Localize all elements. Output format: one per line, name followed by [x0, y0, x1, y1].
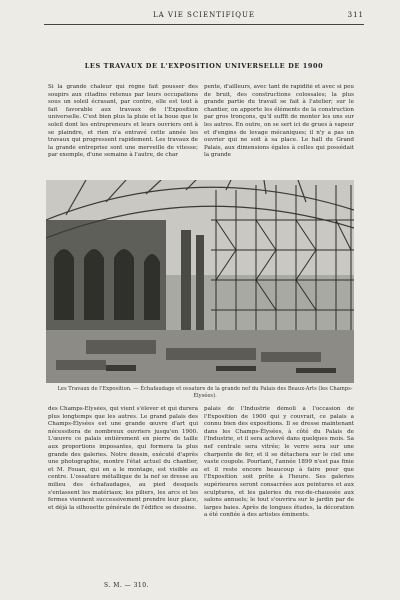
- paragraph: pente, d'ailleurs, avec tant de rapidité et avec si peu de bruit, des constructions colossales; la plus grande partie du travail se fait à l'atelier; sur le chantier, on apporte les éléments de la construction par gros tronçons, qu'il suffit de monter les uns sur les autres. En outre, on se sert ici de grues à vapeur et d'engins de levage mécaniques; il n'y a pas un ouvrier qui ne soit à sa place. Le hall du Grand Palais, aux dimensions égales à celles qui possédait la grande: [204, 84, 354, 159]
- column-right-top: [204, 84, 354, 176]
- construction-engraving: [46, 180, 354, 383]
- journal-title: LA VIE SCIENTIFIQUE: [152, 11, 256, 19]
- column-left-bottom: [48, 406, 198, 580]
- column-left-top: [48, 84, 198, 176]
- figure-caption: Les Travaux de l'Exposition. — Échafaudage et ossature de la grande nef du Palais des Beaux-Arts (les Champs-Élysées).: [57, 386, 353, 399]
- paragraph: des Champs-Élysées, qui vient s'élever et qui durera plus longtemps que les autres. Le grand palais des Champs-Élysées est une grande œuvre d'art qui nécessitera de nombreux ouvriers jusqu'en 1900. L'œuvre ce palais entièrement en pierre de taille aux proportions imposantes, qui formera la plus grande des galeries. Notre dessin, exécuté d'après une photographie, montre l'état actuel du chantier, et M. Fouan, qui en a le montage, est visible au centre. L'ossature métallique de la nef se dresse au milieu des échafaudages, au pied desquels s'entassent les matériaux; les piliers, les arcs et les fermes viennent successivement prendre leur place, et déjà la silhouette générale de l'édifice se dessine.: [48, 406, 198, 511]
- page-number: 311: [347, 11, 364, 19]
- running-header: [44, 8, 364, 25]
- paragraph: palais de l'Industrie démoli à l'occasion de l'Exposition de 1900 qui y couvrait, ce palais a connu bien des expositions. Il se dresse maintenant dans les Champs-Élysées, à côté du Palais de l'Industrie, et il sera achevé dans quelques mois. Sa nef centrale sera vitrée; le verre sera sur une charpente de fer, et il se détachera sur le ciel une vaste coupole. Pourtant, l'année 1899 n'est pas finie et il reste encore beaucoup à faire pour que l'Exposition soit prête à l'heure. Ses galeries supérieures seront consacrées aux peintures et aux sculptures, et les galeries du rez-de-chaussée aux salons annuels; le tout s'ouvrira sur le jardin par de larges baies. Après de longues études, la décoration a été confiée à des artistes éminents.: [204, 406, 354, 519]
- column-right-bottom: [204, 406, 354, 580]
- article-title: LES TRAVAUX DE L'EXPOSITION UNIVERSELLE DE 1900: [84, 62, 324, 70]
- construction-illustration: [46, 180, 354, 383]
- paragraph: Si la grande chaleur qui règne fait pousser des soupirs aux citadins retenus par leurs occupations sous un soleil écrasant, par contre, elle est tout à fait favorable aux travaux de l'Exposition universelle. C'est bien plus la pluie et la boue que le soleil dont les entrepreneurs et leurs ouvriers ont à se plaindre, et rien n'a entravé cette année les travaux qui progressent rapidement. Les travaux de la grande entreprise sont une merveille de vitesse; par exemple, d'une semaine à l'autre, de char: [48, 84, 198, 159]
- page-footer: S. M. — 310.: [104, 582, 149, 589]
